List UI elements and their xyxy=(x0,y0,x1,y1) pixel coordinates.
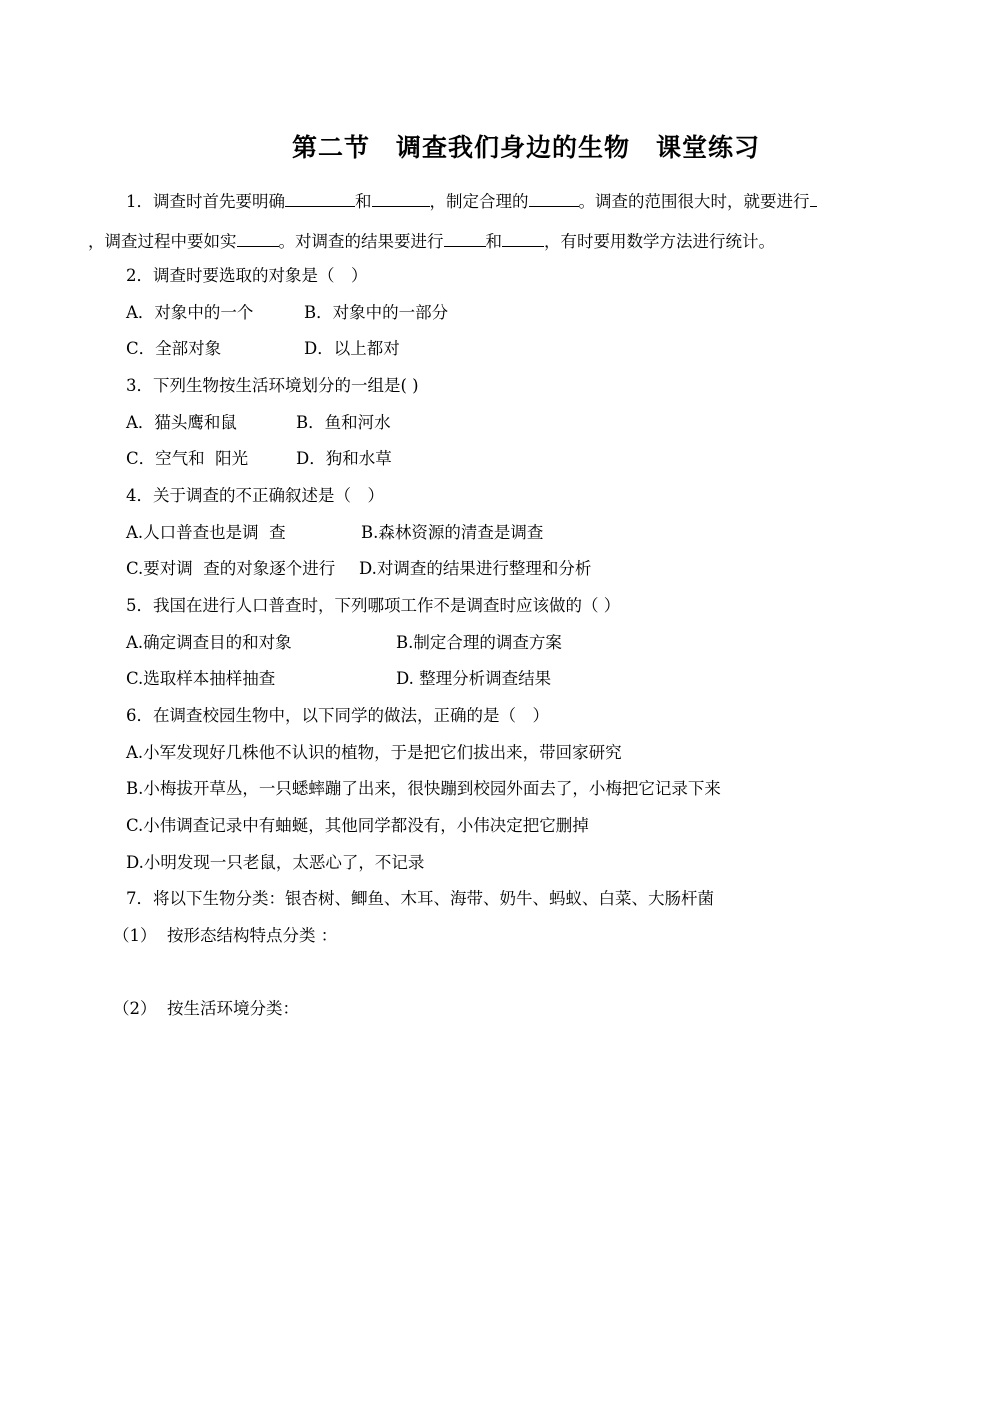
q1-blank-7[interactable] xyxy=(502,230,544,247)
q1-blank-3[interactable] xyxy=(529,190,579,207)
q2-option-b: B．对象中的一部分 xyxy=(304,303,449,322)
q1-text-1: 1．调查时首先要明确 xyxy=(126,192,285,211)
q1-blank-4[interactable] xyxy=(810,190,817,207)
q6-option-c: C.小伟调查记录中有蚰蜒，其他同学都没有，小伟决定把它删掉 xyxy=(126,816,589,835)
q2-option-d: D．以上都对 xyxy=(304,339,400,358)
q5-option-c: C.选取样本抽样抽查 xyxy=(126,669,276,688)
question-7-stem: 7．将以下生物分类：银杏树、鲫鱼、木耳、海带、奶牛、蚂蚁、白菜、大肠杆菌 xyxy=(126,889,714,908)
q1-text-8: ，有时要用数学方法进行统计。 xyxy=(544,232,775,251)
q6-option-b: B.小梅拔开草丛，一只蟋蟀蹦了出来，很快蹦到校园外面去了，小梅把它记录下来 xyxy=(126,779,721,798)
q1-text-6: 。对调查的结果要进行 xyxy=(278,232,444,251)
q1-text-2: 和 xyxy=(355,192,372,211)
q5-option-d: D. 整理分析调查结果 xyxy=(396,669,552,688)
q1-text-7: 和 xyxy=(485,232,502,251)
q7-sub-question-1: （1） 按形态结构特点分类 ： xyxy=(113,926,338,945)
q7-sub-question-2: （2） 按生活环境分类： xyxy=(113,999,299,1018)
q6-option-d: D.小明发现一只老鼠，太恶心了，不记录 xyxy=(126,853,425,872)
q4-option-b: B.森林资源的清查是调查 xyxy=(361,523,544,542)
question-1-line-2 xyxy=(88,230,775,253)
q4-option-c: C.要对调 查的对象逐个进行 xyxy=(126,559,336,578)
q2-option-a: A．对象中的一个 xyxy=(126,303,254,322)
question-5-stem: 5．我国在进行人口普查时，下列哪项工作不是调查时应该做的（ ） xyxy=(126,596,621,615)
question-6-stem: 6．在调查校园生物中，以下同学的做法，正确的是（ ） xyxy=(126,706,549,725)
q1-blank-1[interactable] xyxy=(285,190,355,207)
q1-text-4: 。调查的范围很大时，就要进行 xyxy=(578,192,810,211)
q5-option-a: A.确定调查目的和对象 xyxy=(126,633,292,652)
question-4-stem: 4．关于调查的不正确叙述是（ ） xyxy=(126,486,384,505)
q3-option-a: A．猫头鹰和鼠 xyxy=(126,413,237,432)
q1-text-5: ，调查过程中要如实 xyxy=(88,232,237,251)
question-3-stem: 3．下列生物按生活环境划分的一组是( ) xyxy=(126,376,419,395)
q6-option-a: A.小军发现好几株他不认识的植物，于是把它们拔出来，带回家研究 xyxy=(126,743,622,762)
q4-option-d: D.对调查的结果进行整理和分析 xyxy=(359,559,592,578)
q3-option-d: D．狗和水草 xyxy=(296,449,392,468)
question-2-stem: 2．调查时要选取的对象是（ ） xyxy=(126,266,368,285)
q1-blank-6[interactable] xyxy=(444,230,486,247)
q1-text-3: ，制定合理的 xyxy=(429,192,529,211)
q3-option-b: B．鱼和河水 xyxy=(296,413,391,432)
page-title: 第二节 调查我们身边的生物 课堂练习 xyxy=(291,133,760,162)
q5-option-b: B.制定合理的调查方案 xyxy=(396,633,562,652)
q1-blank-2[interactable] xyxy=(372,190,430,207)
q2-option-c: C．全部对象 xyxy=(126,339,222,358)
question-1-line-1 xyxy=(126,190,817,213)
q3-option-c: C．空气和 阳光 xyxy=(126,449,249,468)
q1-blank-5[interactable] xyxy=(237,230,279,247)
q4-option-a: A.人口普查也是调 查 xyxy=(126,523,286,542)
